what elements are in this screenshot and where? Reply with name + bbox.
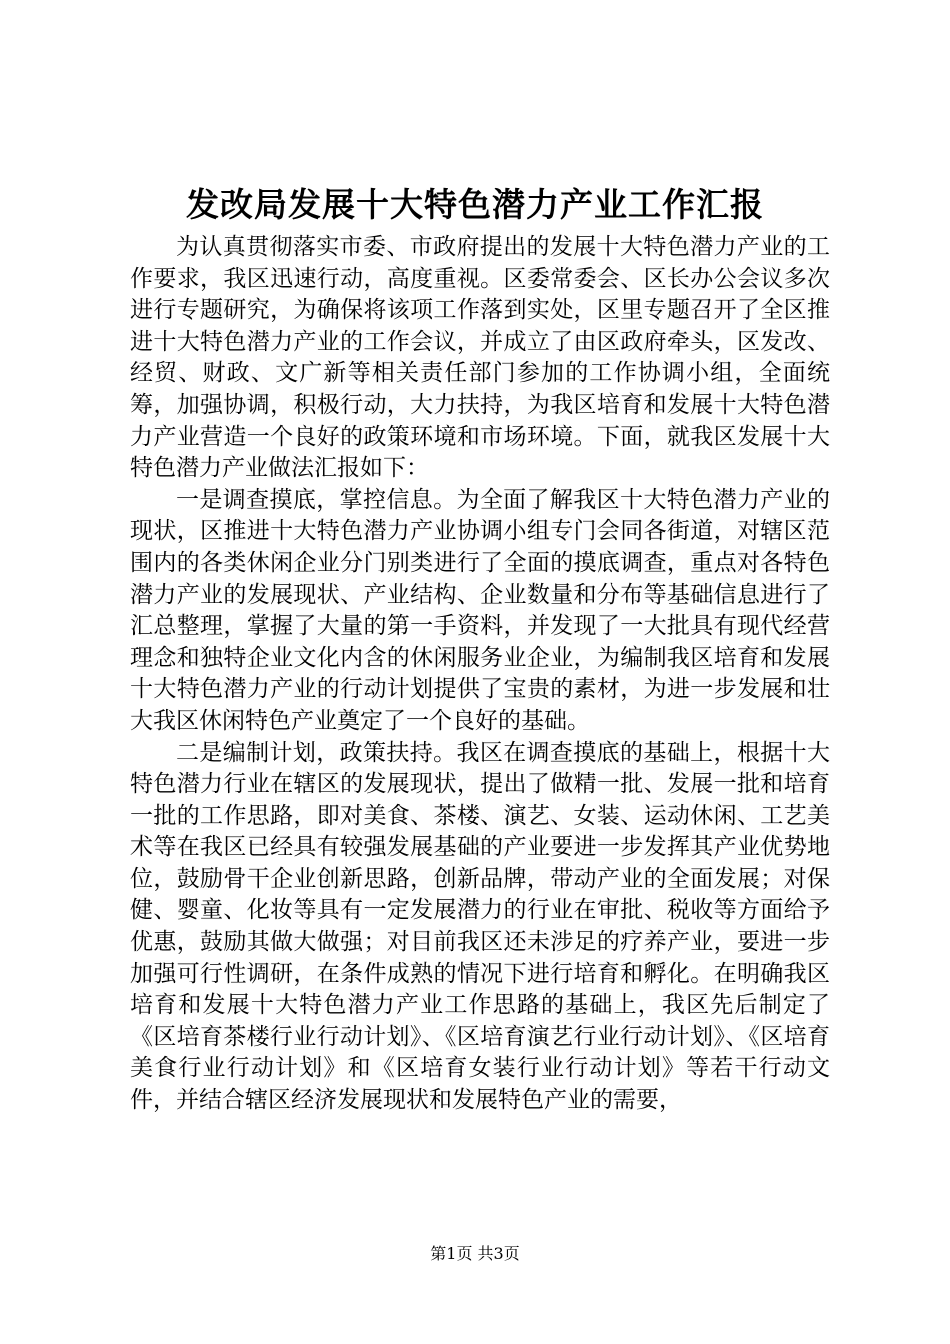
page-number-footer: 第1页 共3页 xyxy=(430,1244,520,1263)
paragraph-intro: 为认真贯彻落实市委、市政府提出的发展十大特色潜力产业的工作要求，我区迅速行动，高度重视。区委常委会、区长办公会议多次进行专题研究，为确保将该项工作落到实处，区里专题召开了全区推进十大特色潜力产业的工作会议，并成立了由区政府牵头，区发改、经贸、财政、文广新等相关责任部门参加的工作协调小组，全面统筹，加强协调，积极行动，大力扶持，为我区培育和发展十大特色潜力产业营造一个良好的政策环境和市场环境。下面，就我区发展十大特色潜力产业做法汇报如下： xyxy=(130,234,830,482)
paragraph-planning: 二是编制计划，政策扶持。我区在调查摸底的基础上，根据十大特色潜力行业在辖区的发展现状，提出了做精一批、发展一批和培育一批的工作思路，即对美食、茶楼、演艺、女装、运动休闲、工艺美术等在我区已经具有较强发展基础的产业要进一步发挥其产业优势地位，鼓励骨干企业创新思路，创新品牌，带动产业的全面发展；对保健、婴童、化妆等具有一定发展潜力的行业在审批、税收等方面给予优惠，鼓励其做大做强；对目前我区还未涉足的疗养产业，要进一步加强可行性调研，在条件成熟的情况下进行培育和孵化。在明确我区培育和发展十大特色潜力产业工作思路的基础上，我区先后制定了《区培育茶楼行业行动计划》、《区培育演艺行业行动计划》、《区培育美食行业行动计划》和《区培育女装行业行动计划》等若干行动文件，并结合辖区经济发展现状和发展特色产业的需要， xyxy=(130,739,830,1114)
document-body xyxy=(130,232,830,1117)
paragraph-survey: 一是调查摸底，掌控信息。为全面了解我区十大特色潜力产业的现状，区推进十大特色潜力产业协调小组专门会同各街道，对辖区范围内的各类休闲企业分门别类进行了全面的摸底调查，重点对各特色潜力产业的发展现状、产业结构、企业数量和分布等基础信息进行了汇总整理，掌握了大量的第一手资料，并发现了一大批具有现代经营理念和独特企业文化内含的休闲服务业企业，为编制我区培育和发展十大特色潜力产业的行动计划提供了宝贵的素材，为进一步发展和壮大我区休闲特色产业奠定了一个良好的基础。 xyxy=(130,486,830,734)
document-title: 发改局发展十大特色潜力产业工作汇报 xyxy=(186,185,764,224)
